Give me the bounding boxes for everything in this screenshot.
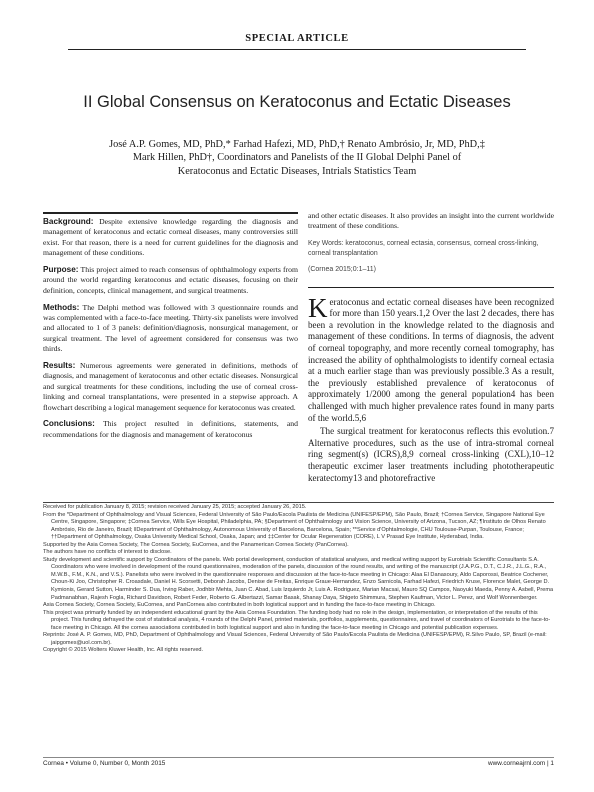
journal-info: Cornea • Volume 0, Number 0, Month 2015 — [43, 760, 166, 767]
article-title: II Global Consensus on Keratoconus and Ectatic Diseases — [83, 93, 511, 111]
body-paragraph — [308, 292, 554, 425]
abstract-heading: Methods: — [43, 302, 80, 312]
abstract-results — [43, 361, 298, 413]
drop-cap: K — [308, 292, 328, 323]
author-line: Mark Hillen, PhD†, Coordinators and Panelists of the II Global Delphi Panel of — [132, 152, 462, 164]
body-text — [308, 292, 554, 485]
journal-url[interactable]: www.corneajrnl.com | 1 — [488, 760, 554, 767]
abstract-heading: Purpose: — [43, 265, 79, 275]
footnote: Study development and scientific support by Coordinators of the panels. Web portal development, conduction of statistical analyses, and medical writing support by Eurotrials Scientific Consultants S.A. Coordinators who were involved in development of the round questionnaires, moderation of the panels, discussion of the round results, and writing of the manuscript (J.A.P.G., D.T., C.J.R., J.L.G., R.A., M.W.B., F.M., K.N., and V.S.). Panelists who were involved in the questionnaire responses and discussion at the face-to-face meeting in Chicago: Alaa El Danasoury, Aldo Caporossi, Beatrice Cochener, Choun-Ki Joo, Christopher R. Croasdale, Daniel H. Scorsetti, Deborah Jacobs, Denise de Freitas, Enrique Graue-Hernandez, Enzo Sarnicola, Farhad Hafezi, Friedrich Kruse, Florence Malet, George D. Kymionis, Gerard Sutton, Harminder S. Dua, Irving Raber, Jodhbir Mehta, Juan C. Abad, Luis Izquierdo Jr, Luis A. Rodriguez, Marian Macsai, Mauro SQ Campos, Naoyuki Maeda, Penny A. Asbell, Prema Padmanabhan, Rajesh Fogla, Richard Davidson, Robert Feder, Roberto G. Albertazzi, Samar Basak, Shanay Daya, Shigeto Shimmura, Stephen Kaufman, Victor L. Perez, and Wolf Wonnenberger. — [43, 556, 554, 601]
right-column — [308, 211, 554, 486]
abstract-methods — [43, 303, 298, 355]
citation: (Cornea 2015;0:1–11) — [308, 266, 376, 274]
footnote: Supported by the Asia Cornea Society, The Cornea Society, EuCornea, and the Panamerican Cornea Society (PanCornea). — [43, 541, 349, 548]
keywords-label: Key Words: — [308, 239, 344, 247]
abstract-heading: Results: — [43, 361, 76, 371]
abstract-text: Numerous agreements were generated in definitions, methods of diagnosis, and management of keratoconus and other ectatic diseases. Nonsurgical and surgical treatments for these conditions, including the use of corneal cross-linking and corneal transplantations, were presented in a stepwise approach. A flowchart describing a logical management sequence for keratoconus was created. — [43, 361, 298, 412]
footnote: Received for publication January 8, 2015; revision received January 25, 2015; accepted January 26, 2015. — [43, 504, 307, 510]
abstract-rule — [43, 212, 298, 214]
notes-rule — [43, 502, 554, 503]
abstract-background — [43, 217, 298, 259]
footnote: The authors have no conflicts of interest to disclose. — [43, 549, 172, 556]
abstract — [43, 212, 298, 447]
column-rule — [308, 287, 554, 288]
author-line: José A.P. Gomes, MD, PhD,* Farhad Hafezi, MD, PhD,† Renato Ambrósio, Jr, MD, PhD,‡ — [109, 139, 485, 150]
footnote: Asia Cornea Society, Cornea Society, EuCornea, and PanCornea also contributed in both logistical support and in funding the face-to-face meeting in Chicago. — [43, 602, 436, 609]
abstract-heading: Background: — [43, 217, 94, 226]
section-label: SPECIAL ARTICLE — [245, 33, 349, 44]
body-paragraph: The surgical treatment for keratoconus reflects this evolution.7 Alternative procedures, such as the use of intra-stromal corneal ring segment(s) (ICRS),8,9 corneal cross-linking (CXL),10–12 therapeutic excimer laser treatments including phototherapeutic keratectomy13 and photorefractive — [308, 426, 554, 483]
abstract-text: This project aimed to reach consensus of ophthalmology experts from around the world regarding keratoconus and ectatic diseases, focusing on their definition, concepts, clinical management, and surgical treatments. — [43, 265, 298, 295]
paragraph-text: eratoconus and ectatic corneal diseases have been recognized for more than 150 years.1,2 Over the last 2 decades, there has been a revolution in the knowledge related to the diagnosis and management of these conditions. In terms of diagnosis, the advent of corneal topography, and more recently corneal tomography, has increased the ability of ophthalmologists to identify corneal ectasia at a much earlier stage than was previously possible.3 As a result, the previously established prevalence of keratoconus of approximately 1/2000 among the general population4 has been challenged with much higher prevalence rates found in many parts of the world.5,6 — [308, 296, 554, 423]
footnote: Copyright © 2015 Wolters Kluwer Health, Inc. All rights reserved. — [43, 647, 204, 654]
footnotes — [43, 504, 554, 655]
abstract-text: This project resulted in definitions, statements, and recommendations for the diagnosis and management of keratoconus — [43, 419, 298, 439]
keywords — [308, 239, 554, 259]
author-line: Keratoconus and Ectatic Diseases, Intrials Statistics Team — [177, 165, 417, 177]
abstract-purpose — [43, 265, 298, 296]
footnote: This project was primarily funded by an independent educational grant by the Asia Cornea Foundation. The funding body had no role in the design, implementation, or interpretation of the results of this project. This funding defrayed the cost of statistical analysis, 4 rounds of the Delphi Panel, printed materials, portfolios, supplements, questionnaires, and travel of coordinators of Eurotrials to the face-to-face meeting in Chicago. All the cornea associations contributed in both logistical support and also in funding the face-to-face meeting in Chicago and potential publication expenses. — [43, 609, 551, 631]
footer-rule — [43, 757, 554, 758]
abstract-text: Despite extensive knowledge regarding the diagnosis and management of keratoconus and ectatic corneal diseases, many controversies still exist. For that reason, there is a need for current guidelines for the diagnosis and management of these conditions. — [43, 217, 298, 258]
abstract-conclusions — [43, 419, 298, 440]
footnote: From the *Department of Ophthalmology and Visual Sciences, Federal University of São Paulo/Escola Paulista de Medicina (UNIFESP/EPM), São Paulo, Brazil; †Cornea Service, Singapore National Eye Centre, Singapore, Singapore; ‡Cornea Service, Wills Eye Hospital, Philadelphia, PA; §Department of Ophthalmology and Vision Science, University of Arizona, Tucson, AZ; ¶Instituto de Olhos Renato Ambrósio, Rio de Janeiro, Brazil; ‖Department of Ophthalmology, Autonomous University of Barcelona, Barcelona, Spain; **Service d'Ophtalmologie, CHU Toulouse-Purpan, Toulouse, France; ††Department of Ophthalmology, Osaka University Medical School, Osaka, Japan; and ‡‡Center for Ocular Regeneration (CORE), L V Prasad Eye Institute, Hyderabad, India. — [43, 511, 546, 541]
footnote: Reprints: José A. P. Gomes, MD, PhD, Department of Ophthalmology and Visual Sciences, Federal University of São Paulo/Escola Paulista de Medicina (UNIFESP/EPM), R.Silvo Paulo, SP, Brazil (e-mail: jaipgomes@uol.com.br). — [43, 632, 547, 646]
abstract-text: The Delphi method was followed with 3 questionnaire rounds and was complemented with a face-to-face meeting. Thirty-six panelists were involved and allocated to 1 of 3 panels: definition/diagnosis, nonsurgical management, or surgical treatment. The level of agreement considered for consensus was two thirds. — [43, 302, 298, 354]
abstract-continuation: and other ectatic diseases. It also provides an insight into the current worldwide treatment of these conditions. — [308, 211, 554, 231]
abstract-heading: Conclusions: — [43, 419, 95, 429]
keywords-text: keratoconus, corneal ectasia, consensus, corneal cross-linking, corneal transplantation — [308, 239, 539, 258]
author-list — [80, 138, 514, 178]
section-rule — [68, 49, 526, 50]
